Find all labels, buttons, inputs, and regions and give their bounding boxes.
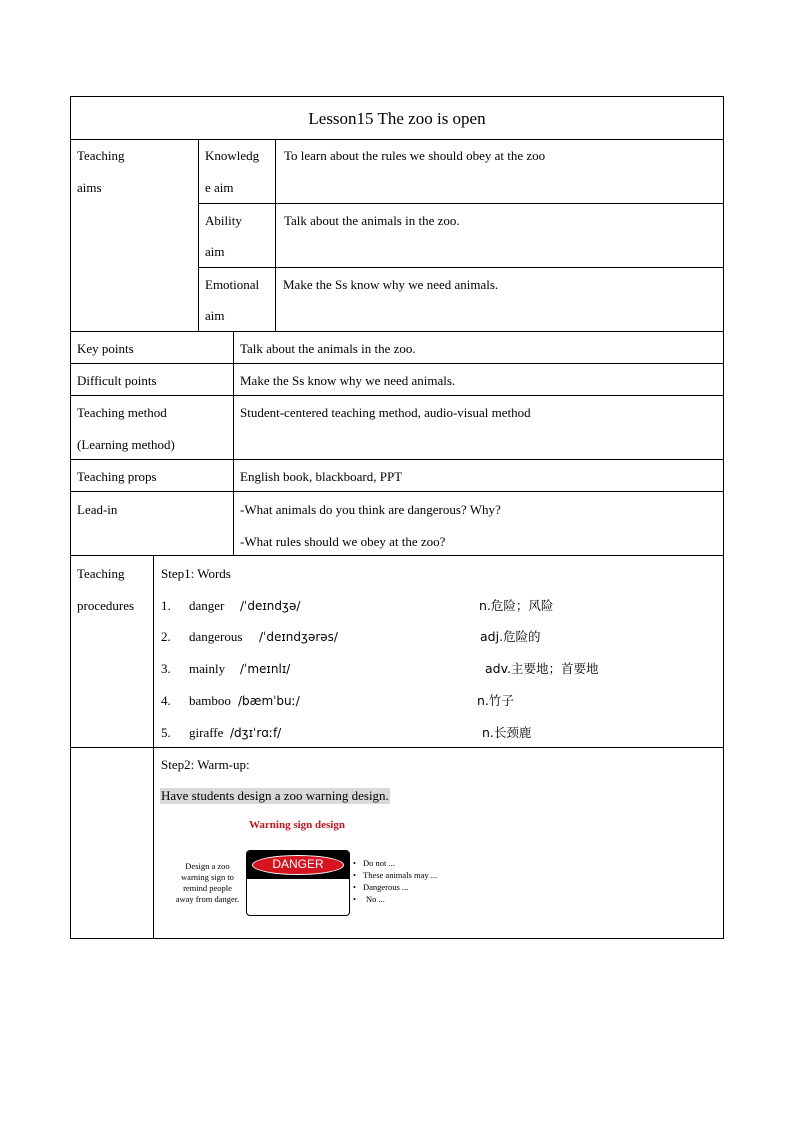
sign-bullet-text: These animals may ... bbox=[363, 870, 438, 880]
bullet-dot: • bbox=[353, 858, 356, 868]
row-divider bbox=[70, 747, 724, 748]
col-divider bbox=[233, 331, 234, 555]
difficult-points-text: Make the Ss know why we need animals. bbox=[240, 373, 456, 388]
step1-heading: Step1: Words bbox=[161, 566, 231, 581]
sign-bullet-text: Do not ... bbox=[363, 858, 395, 868]
word-phonetic: /ˈmeɪnlɪ/ bbox=[240, 662, 291, 676]
row-divider bbox=[70, 363, 724, 364]
knowledge-aim-text: To learn about the rules we should obey at the zoo bbox=[284, 148, 546, 163]
row-divider bbox=[70, 459, 724, 460]
knowledge-aim-label: Knowledg bbox=[205, 148, 260, 163]
knowledge-aim-label: e aim bbox=[205, 180, 234, 195]
word-meaning: n.长颈鹿 bbox=[482, 725, 532, 740]
word-phonetic: /bæmˈbuː/ bbox=[238, 694, 300, 708]
step2-heading: Step2: Warm-up: bbox=[161, 757, 250, 772]
table-border-left bbox=[70, 96, 71, 939]
bullet-dot: • bbox=[353, 870, 356, 880]
lead-in-question: -What animals do you think are dangerous? Why? bbox=[240, 502, 501, 517]
word-number: 3. bbox=[161, 661, 171, 676]
row-divider bbox=[70, 491, 724, 492]
word-meaning: adv.主要地；首要地 bbox=[485, 661, 599, 676]
word-term: danger bbox=[189, 598, 225, 613]
col-divider bbox=[275, 139, 276, 331]
method-label: Teaching method bbox=[77, 405, 167, 420]
row-divider bbox=[198, 267, 724, 268]
table-border-bottom bbox=[70, 938, 724, 939]
sign-bullet-text: No ... bbox=[366, 894, 385, 904]
word-number: 2. bbox=[161, 629, 171, 644]
row-divider bbox=[198, 203, 724, 204]
table-border-right bbox=[723, 96, 724, 939]
lead-in-question: -What rules should we obey at the zoo? bbox=[240, 534, 446, 549]
row-divider bbox=[70, 555, 724, 556]
sign-left-text: away from danger. bbox=[175, 894, 240, 904]
method-label: (Learning method) bbox=[77, 437, 175, 452]
emotional-aim-label: Emotional bbox=[205, 277, 260, 292]
warning-sign-board bbox=[246, 850, 350, 916]
word-term: giraffe bbox=[189, 725, 224, 740]
word-term: dangerous bbox=[189, 629, 243, 644]
emotional-aim-text: Make the Ss know why we need animals. bbox=[283, 277, 499, 292]
word-number: 1. bbox=[161, 598, 171, 613]
sign-design-title: Warning sign design bbox=[249, 819, 345, 831]
word-meaning: n.竹子 bbox=[477, 693, 514, 708]
aims-label: Teaching bbox=[77, 148, 125, 163]
word-phonetic: /ˈdeɪndʒərəs/ bbox=[259, 630, 338, 644]
ability-aim-text: Talk about the animals in the zoo. bbox=[284, 213, 460, 228]
sign-left-text: Design a zoo bbox=[185, 861, 230, 871]
word-phonetic: /ˈdeɪndʒə/ bbox=[240, 599, 301, 613]
bullet-dot: • bbox=[353, 894, 356, 904]
sign-left-text: warning sign to bbox=[181, 872, 234, 882]
ability-aim-label: aim bbox=[205, 244, 225, 259]
row-divider bbox=[70, 139, 724, 140]
ability-aim-label: Ability bbox=[205, 213, 242, 228]
word-meaning: adj.危险的 bbox=[480, 629, 541, 644]
aims-label: aims bbox=[77, 180, 102, 195]
word-number: 4. bbox=[161, 693, 171, 708]
key-points-text: Talk about the animals in the zoo. bbox=[240, 341, 416, 356]
props-label: Teaching props bbox=[77, 469, 157, 484]
col-divider bbox=[198, 139, 199, 331]
row-divider bbox=[70, 395, 724, 396]
sign-bullet-text: Dangerous ... bbox=[363, 882, 409, 892]
method-text: Student-centered teaching method, audio-visual method bbox=[240, 405, 531, 420]
word-number: 5. bbox=[161, 725, 171, 740]
col-divider bbox=[153, 555, 154, 939]
danger-label: DANGER bbox=[272, 857, 324, 871]
word-term: bamboo bbox=[189, 693, 231, 708]
bullet-dot: • bbox=[353, 882, 356, 892]
props-text: English book, blackboard, PPT bbox=[240, 469, 403, 484]
lead-in-label: Lead-in bbox=[77, 502, 118, 517]
step2-instruction: Have students design a zoo warning design. bbox=[161, 788, 389, 803]
table-border-top bbox=[70, 96, 724, 97]
key-points-label: Key points bbox=[77, 341, 134, 356]
procedures-label: Teaching bbox=[77, 566, 125, 581]
sign-left-text: remind people bbox=[183, 883, 232, 893]
difficult-points-label: Difficult points bbox=[77, 373, 157, 388]
page-title: Lesson15 The zoo is open bbox=[308, 109, 486, 128]
procedures-label: procedures bbox=[77, 598, 135, 613]
emotional-aim-label: aim bbox=[205, 308, 225, 323]
word-term: mainly bbox=[189, 661, 226, 676]
word-meaning: n.危险；风险 bbox=[479, 598, 554, 613]
row-divider bbox=[70, 331, 724, 332]
word-phonetic: /dʒɪˈrɑːf/ bbox=[230, 726, 282, 740]
